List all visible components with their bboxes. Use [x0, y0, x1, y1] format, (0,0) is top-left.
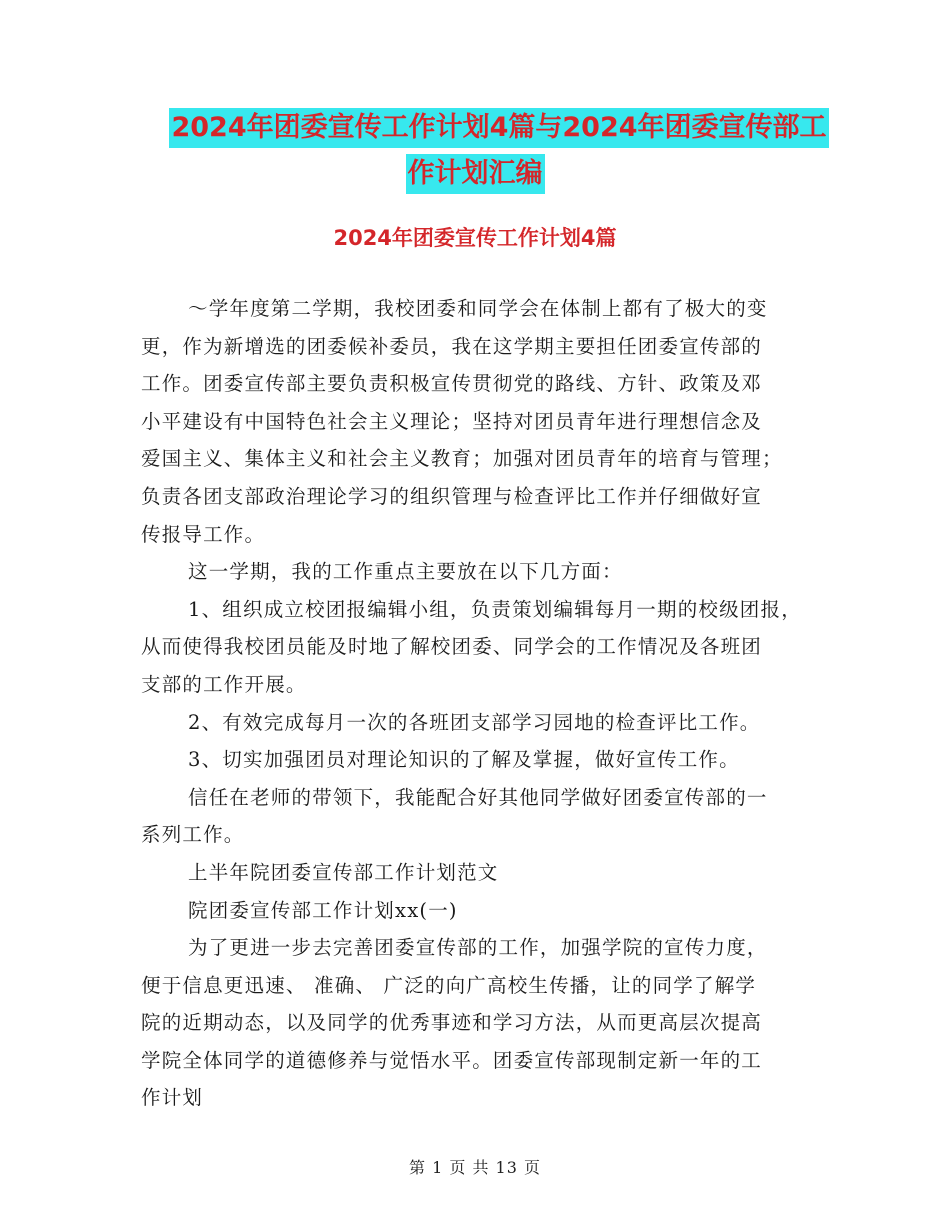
- body-line: 院的近期动态，以及同学的优秀事迹和学习方法，从而更高层次提高: [141, 1011, 763, 1035]
- body-line: 更，作为新增选的团委候补委员，我在这学期主要担任团委宣传部的: [141, 334, 763, 358]
- body-line: 爱国主义、集体主义和社会主义教育；加强对团员青年的培育与管理；: [141, 447, 783, 471]
- body-line: 学院全体同学的道德修养与觉悟水平。团委宣传部现制定新一年的工: [141, 1048, 763, 1072]
- body-line: 小平建设有中国特色社会主义理论；坚持对团员青年进行理想信念及: [141, 409, 763, 433]
- body-line: ～学年度第二学期，我校团委和同学会在体制上都有了极大的变: [188, 297, 768, 320]
- section-heading: 2024年团委宣传工作计划4篇: [333, 226, 617, 250]
- title-line-2: 作计划汇编: [406, 154, 545, 194]
- body-line: 3、切实加强团员对理论知识的了解及掌握，做好宣传工作。: [188, 748, 740, 772]
- document-title: [0, 108, 950, 200]
- body-line: 1、组织成立校团报编辑小组，负责策划编辑每月一期的校级团报，: [188, 597, 802, 621]
- body-line: 2、有效完成每月一次的各班团支部学习园地的检查评比工作。: [188, 710, 761, 734]
- body-line: 传报导工作。: [141, 522, 266, 546]
- title-line-1: 2024年团委宣传工作计划4篇与2024年团委宣传部工: [169, 108, 828, 148]
- body-line: 便于信息更迅速、 准确、 广泛的向广高校生传播，让的同学了解学: [141, 973, 757, 997]
- body-line: 院团委宣传部工作计划xx(一): [188, 898, 458, 922]
- body-line: 这一学期，我的工作重点主要放在以下几方面：: [188, 560, 623, 584]
- page-footer: 第 1 页 共 13 页: [409, 1158, 541, 1177]
- body-line: 系列工作。: [141, 823, 245, 847]
- body-line: 上半年院团委宣传部工作计划范文: [188, 860, 499, 884]
- body-line: 信任在老师的带领下，我能配合好其他同学做好团委宣传部的一: [188, 785, 768, 809]
- body-text: [141, 290, 821, 1117]
- body-line: 负责各团支部政治理论学习的组织管理与检查评比工作并仔细做好宣: [141, 484, 763, 508]
- body-line: 为了更进一步去完善团委宣传部的工作，加强学院的宣传力度，: [188, 936, 768, 960]
- body-line: 工作。团委宣传部主要负责积极宣传贯彻党的路线、方针、政策及邓: [141, 372, 763, 396]
- body-line: 从而使得我校团员能及时地了解校团委、同学会的工作情况及各班团: [141, 635, 763, 659]
- body-line: 支部的工作开展。: [141, 672, 307, 696]
- body-line: 作计划: [141, 1086, 204, 1110]
